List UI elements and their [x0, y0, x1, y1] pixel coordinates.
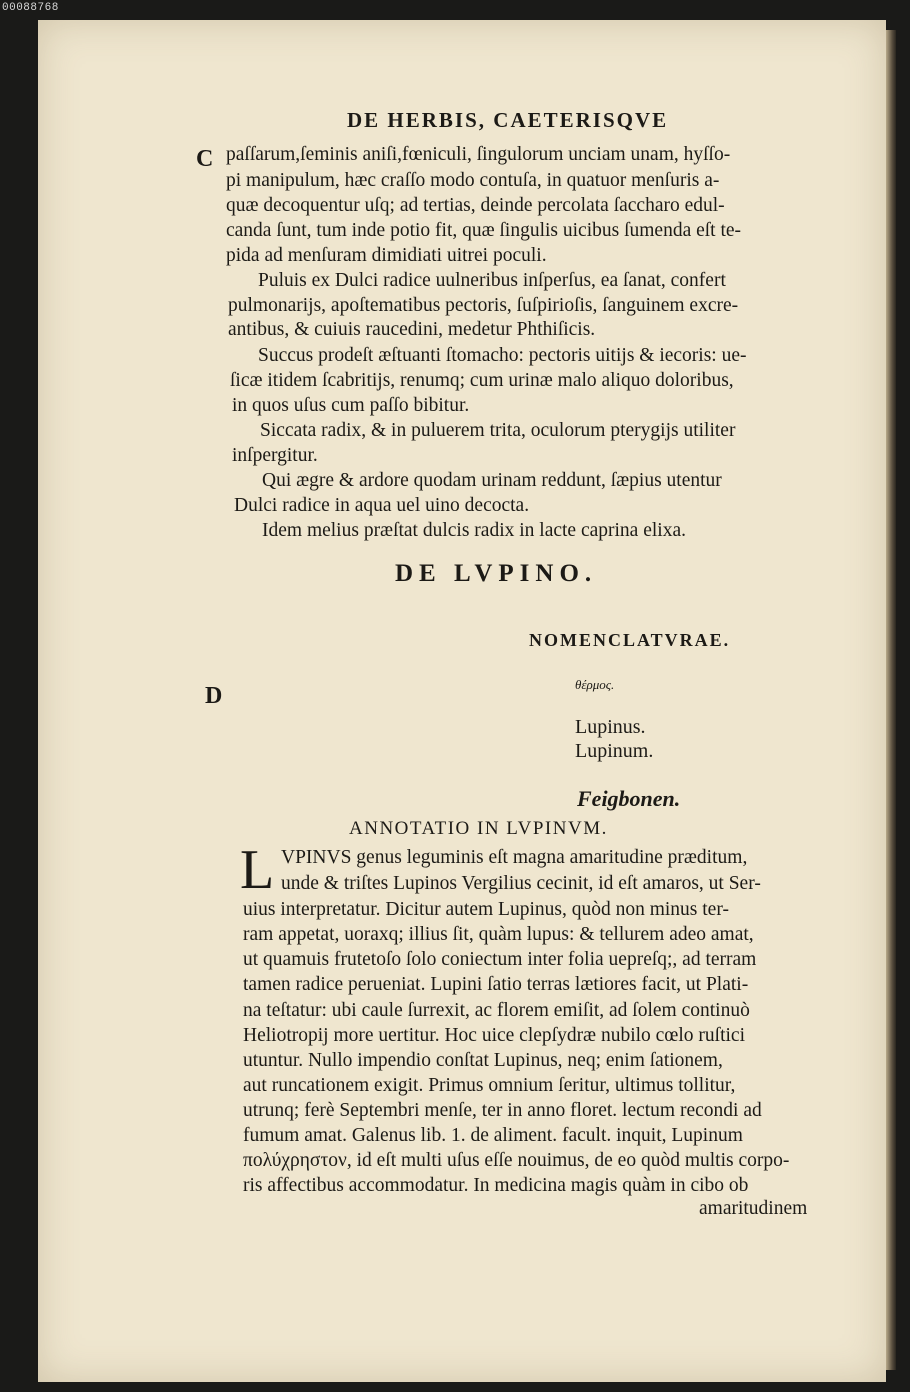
text-line: na teſtatur: ubi caule ſurrexit, ac florem emiſit, ad ſolem continuò	[243, 1000, 750, 1021]
section-title: DE LVPINO.	[395, 560, 598, 587]
drop-cap: L	[240, 839, 275, 901]
text-line: paſſarum,ſeminis aniſi,fœniculi, ſingulorum unciam unam, hyſſo-	[226, 144, 731, 165]
text-line: VPINVS genus leguminis eſt magna amaritudine præditum,	[281, 847, 748, 868]
annotation-heading: ANNOTATIO IN LVPINVM.	[349, 818, 608, 839]
text-line: ris affectibus accommodatur. In medicina magis quàm in cibo ob	[243, 1175, 749, 1196]
text-line: πολύχρηστον, id eſt multi uſus eſſe nouimus, de eo quòd multis corpo-	[243, 1150, 790, 1171]
latin-name: Lupinum.	[575, 740, 654, 762]
text-line: ſicæ itidem ſcabritijs, renumq; cum urinæ malo aliquo doloribus,	[230, 370, 734, 391]
text-line: Succus prodeſt æſtuanti ſtomacho: pectoris uitijs & iecoris: ue-	[258, 345, 747, 366]
text-line: in quos uſus cum paſſo bibitur.	[232, 395, 470, 416]
text-line: unde & triſtes Lupinos Vergilius cecinit, id eſt amaros, ut Ser-	[281, 873, 761, 894]
text-line: utrunq; ferè Septembri menſe, ter in anno floret. lectum recondi ad	[243, 1100, 762, 1121]
text-line: aut runcationem exigit. Primus omnium ſeritur, ultimus tollitur,	[243, 1075, 736, 1096]
greek-name: θέρμος.	[575, 677, 615, 692]
text-line: canda ſunt, tum inde potio fit, quæ ſingulis uicibus ſumenda eſt te-	[226, 220, 742, 241]
text-line: Heliotropij more uertitur. Hoc uice clepſydræ nubilo cœlo ruſtici	[243, 1025, 746, 1046]
german-name: Feigbonen.	[577, 786, 681, 811]
text-line: pida ad menſuram dimidiati uitrei poculi.	[226, 245, 547, 266]
text-line: fumum amat. Galenus lib. 1. de aliment. facult. inquit, Lupinum	[243, 1125, 743, 1146]
text-line: ram appetat, uoraxq; illius ſit, quàm lupus: & tellurem adeo amat,	[243, 924, 754, 945]
text-line: antibus, & cuiuis raucedini, medetur Phthiſicis.	[228, 319, 596, 340]
text-line: uius interpretatur. Dicitur autem Lupinus, quòd non minus ter-	[243, 899, 729, 920]
text-line: pulmonarijs, apoſtematibus pectoris, ſuſpirioſis, ſanguinem excre-	[228, 295, 739, 316]
running-head: DE HERBIS, CAETERISQVE	[347, 108, 669, 132]
catchword: amaritudinem	[699, 1198, 808, 1219]
margin-letter-c: C	[196, 146, 214, 172]
text-line: Dulci radice in aqua uel uino decocta.	[234, 495, 530, 516]
text-line: Qui ægre & ardore quodam urinam reddunt, ſæpius utentur	[262, 470, 722, 491]
text-line: ut quamuis frutetoſo ſolo coniectum inter folia uepreſq;, ad terram	[243, 949, 757, 970]
text-line: quæ decoquentur uſq; ad tertias, deinde percolata ſaccharo edul-	[226, 195, 725, 216]
latin-name: Lupinus.	[575, 716, 646, 738]
text-line: Idem melius præſtat dulcis radix in lacte caprina elixa.	[262, 520, 686, 541]
page-gutter	[886, 30, 896, 1370]
text-line: inſpergitur.	[232, 445, 318, 466]
text-line: Siccata radix, & in puluerem trita, oculorum pterygijs utiliter	[260, 420, 736, 441]
text-line: tamen radice perueniat. Lupini ſatio terras lætiores facit, ut Plati-	[243, 974, 749, 995]
scan-id: 00088768	[2, 2, 59, 14]
margin-letter-d: D	[205, 683, 223, 709]
text-line: pi manipulum, hæc craſſo modo contuſa, in quatuor menſuris a-	[226, 170, 720, 191]
text-line: Puluis ex Dulci radice uulneribus inſperſus, ea ſanat, confert	[258, 270, 726, 291]
nomenclature-heading: NOMENCLATVRAE.	[529, 630, 731, 650]
text-line: utuntur. Nullo impendio conſtat Lupinus, neq; enim ſationem,	[243, 1050, 723, 1071]
